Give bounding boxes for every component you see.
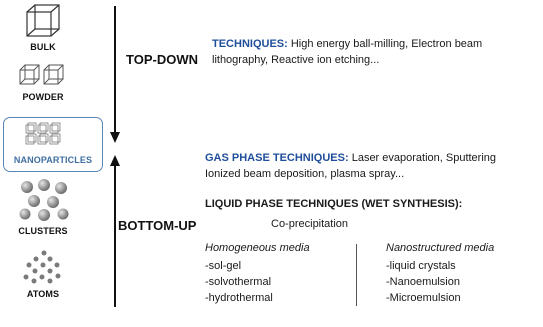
nanoparticles-label: NANOPARTICLES [13, 155, 93, 165]
gas-phase-heading: GAS PHASE TECHNIQUES: [205, 152, 349, 164]
techniques-line1: High energy ball-milling, Electron beam [290, 38, 483, 50]
homogeneous-media-title: Homogeneous media [205, 242, 310, 254]
nanostructured-item: -liquid crystals [386, 260, 456, 272]
bottom-up-label: BOTTOM-UP [118, 218, 197, 233]
atoms-label: ATOMS [26, 289, 60, 299]
nanoparticles-cubes-icon [24, 122, 72, 146]
top-down-label: TOP-DOWN [126, 52, 198, 67]
nanostructured-media-title: Nanostructured media [386, 242, 495, 254]
gas-phase-line1: Laser evaporation, Sputtering [351, 152, 497, 164]
clusters-label: CLUSTERS [18, 226, 68, 236]
techniques-line2: lithography, Reactive ion etching... [212, 54, 380, 66]
bulk-label: BULK [30, 42, 56, 52]
nanostructured-item: -Nanoemulsion [386, 276, 460, 288]
co-precipitation: Co-precipitation [271, 218, 349, 230]
powder-cubes-icon [18, 62, 68, 88]
top-down-arrow [108, 6, 122, 144]
homogeneous-item: -hydrothermal [205, 292, 273, 304]
techniques-heading: TECHNIQUES: [212, 38, 288, 50]
homogeneous-item: -sol-gel [205, 260, 242, 272]
top-down-techniques [212, 36, 542, 68]
clusters-spheres-icon [18, 178, 70, 222]
liquid-phase-heading: LIQUID PHASE TECHNIQUES (WET SYNTHESIS): [205, 198, 463, 210]
powder-label: POWDER [22, 92, 64, 102]
bulk-cube-icon [24, 2, 62, 40]
nanostructured-item: -Microemulsion [386, 292, 461, 304]
gas-phase-line2: Ionized beam deposition, plasma spray... [205, 168, 405, 180]
media-divider [356, 244, 357, 306]
gas-phase-techniques [205, 150, 543, 182]
homogeneous-item: -solvothermal [205, 276, 272, 288]
atoms-dots-icon [22, 250, 66, 284]
